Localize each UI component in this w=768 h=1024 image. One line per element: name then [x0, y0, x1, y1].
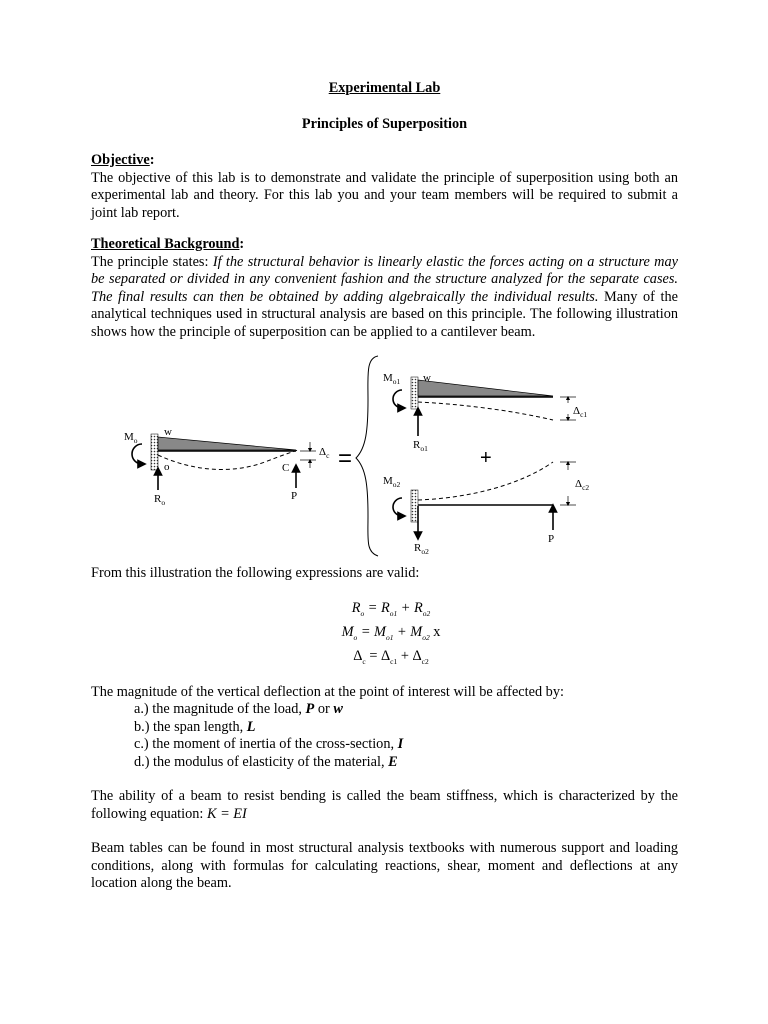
- left-reaction-label: $R_o$: [154, 493, 166, 507]
- top-moment-label: $M_{o1}$: [383, 372, 401, 386]
- bottom-delta-label: $\Delta_{c2}$: [575, 478, 590, 492]
- left-moment-arrow: [132, 444, 142, 464]
- left-load-label: w: [164, 426, 172, 438]
- top-reaction-label: $R_{o1}$: [413, 439, 428, 453]
- bottom-fixed-support: [411, 490, 418, 522]
- magnitude-intro: The magnitude of the vertical deflection at the point of interest will be affected by:: [91, 684, 564, 700]
- factor-item: d.) the modulus of elasticity of the material, E: [134, 753, 398, 770]
- left-point-o-label: o: [164, 461, 170, 473]
- background-heading: Theoretical Background:: [91, 236, 245, 252]
- top-deflected-shape: [418, 402, 553, 420]
- beam-tables-paragraph: Beam tables can be found in most structural analysis textbooks with numerous support and loading conditions, along with formulas for calculating reactions, shear, moment and deflections at any location along the beam.: [91, 840, 678, 892]
- top-moment-arrow: [393, 390, 402, 408]
- factor-item: b.) the span length, L: [134, 718, 256, 735]
- equation-deflection: $\Delta_c = \Delta_{c1} + \Delta_{c2}$: [353, 648, 429, 666]
- bottom-reaction-label: $R_{o2}$: [414, 542, 429, 556]
- factor-item: c.) the moment of inertia of the cross-section, I: [134, 736, 404, 753]
- expressions-intro: From this illustration the following expressions are valid:: [91, 565, 420, 581]
- left-force-label: P: [291, 490, 298, 502]
- bottom-moment-arrow: [393, 498, 402, 516]
- top-distributed-load: [418, 380, 553, 396]
- objective-text: The objective of this lab is to demonstrate and validate the principle of superposition using both an experimental lab and theory. For this lab you and your team members will be required to submit a joint lab report.: [91, 169, 678, 221]
- objective-heading: Objective:: [91, 152, 155, 168]
- left-distributed-load: [158, 437, 296, 450]
- equation-moment: $M_o = M_{o1} + M_{o2}$ x: [341, 624, 441, 642]
- equals-sign: =: [338, 445, 353, 472]
- stiffness-paragraph: The ability of a beam to resist bending is called the beam stiffness, which is characterized by the following equation: K = EI: [91, 788, 678, 822]
- background-text: The principle states: If the structural behavior is linearly elastic the forces acting on a structure may be separated or divided in any convenient fashion and the structure analyzed for the separate cases. The final results can then be obtained by adding algebraically the individual results. Many of the analytical techniques used in structural analysis are based on this principle. The following illustration shows how the principle of superposition can be applied to a cantilever beam.: [91, 253, 678, 340]
- bottom-moment-label: $M_{o2}$: [383, 475, 401, 489]
- brace: [356, 356, 378, 556]
- document-title: Experimental Lab: [328, 80, 441, 96]
- plus-sign: +: [480, 447, 492, 469]
- left-delta-label: $\Delta_c$: [319, 446, 330, 460]
- left-point-c-label: C: [282, 462, 290, 474]
- document-subtitle: Principles of Superposition: [301, 116, 468, 132]
- stiffness-equation: K = EI: [206, 805, 247, 822]
- factor-item: a.) the magnitude of the load, P or w: [134, 701, 343, 717]
- equation-reaction: $R_o = R_{o1} + R_{o2}$: [351, 600, 431, 618]
- left-moment-label: $M_o$: [124, 431, 138, 445]
- left-deflected-shape: [158, 450, 298, 469]
- top-delta-label: $\Delta_{c1}$: [573, 405, 588, 419]
- top-fixed-support: [411, 377, 418, 409]
- left-fixed-support: [151, 434, 158, 470]
- bottom-force-label: P: [548, 533, 555, 545]
- top-load-label: w: [423, 372, 431, 384]
